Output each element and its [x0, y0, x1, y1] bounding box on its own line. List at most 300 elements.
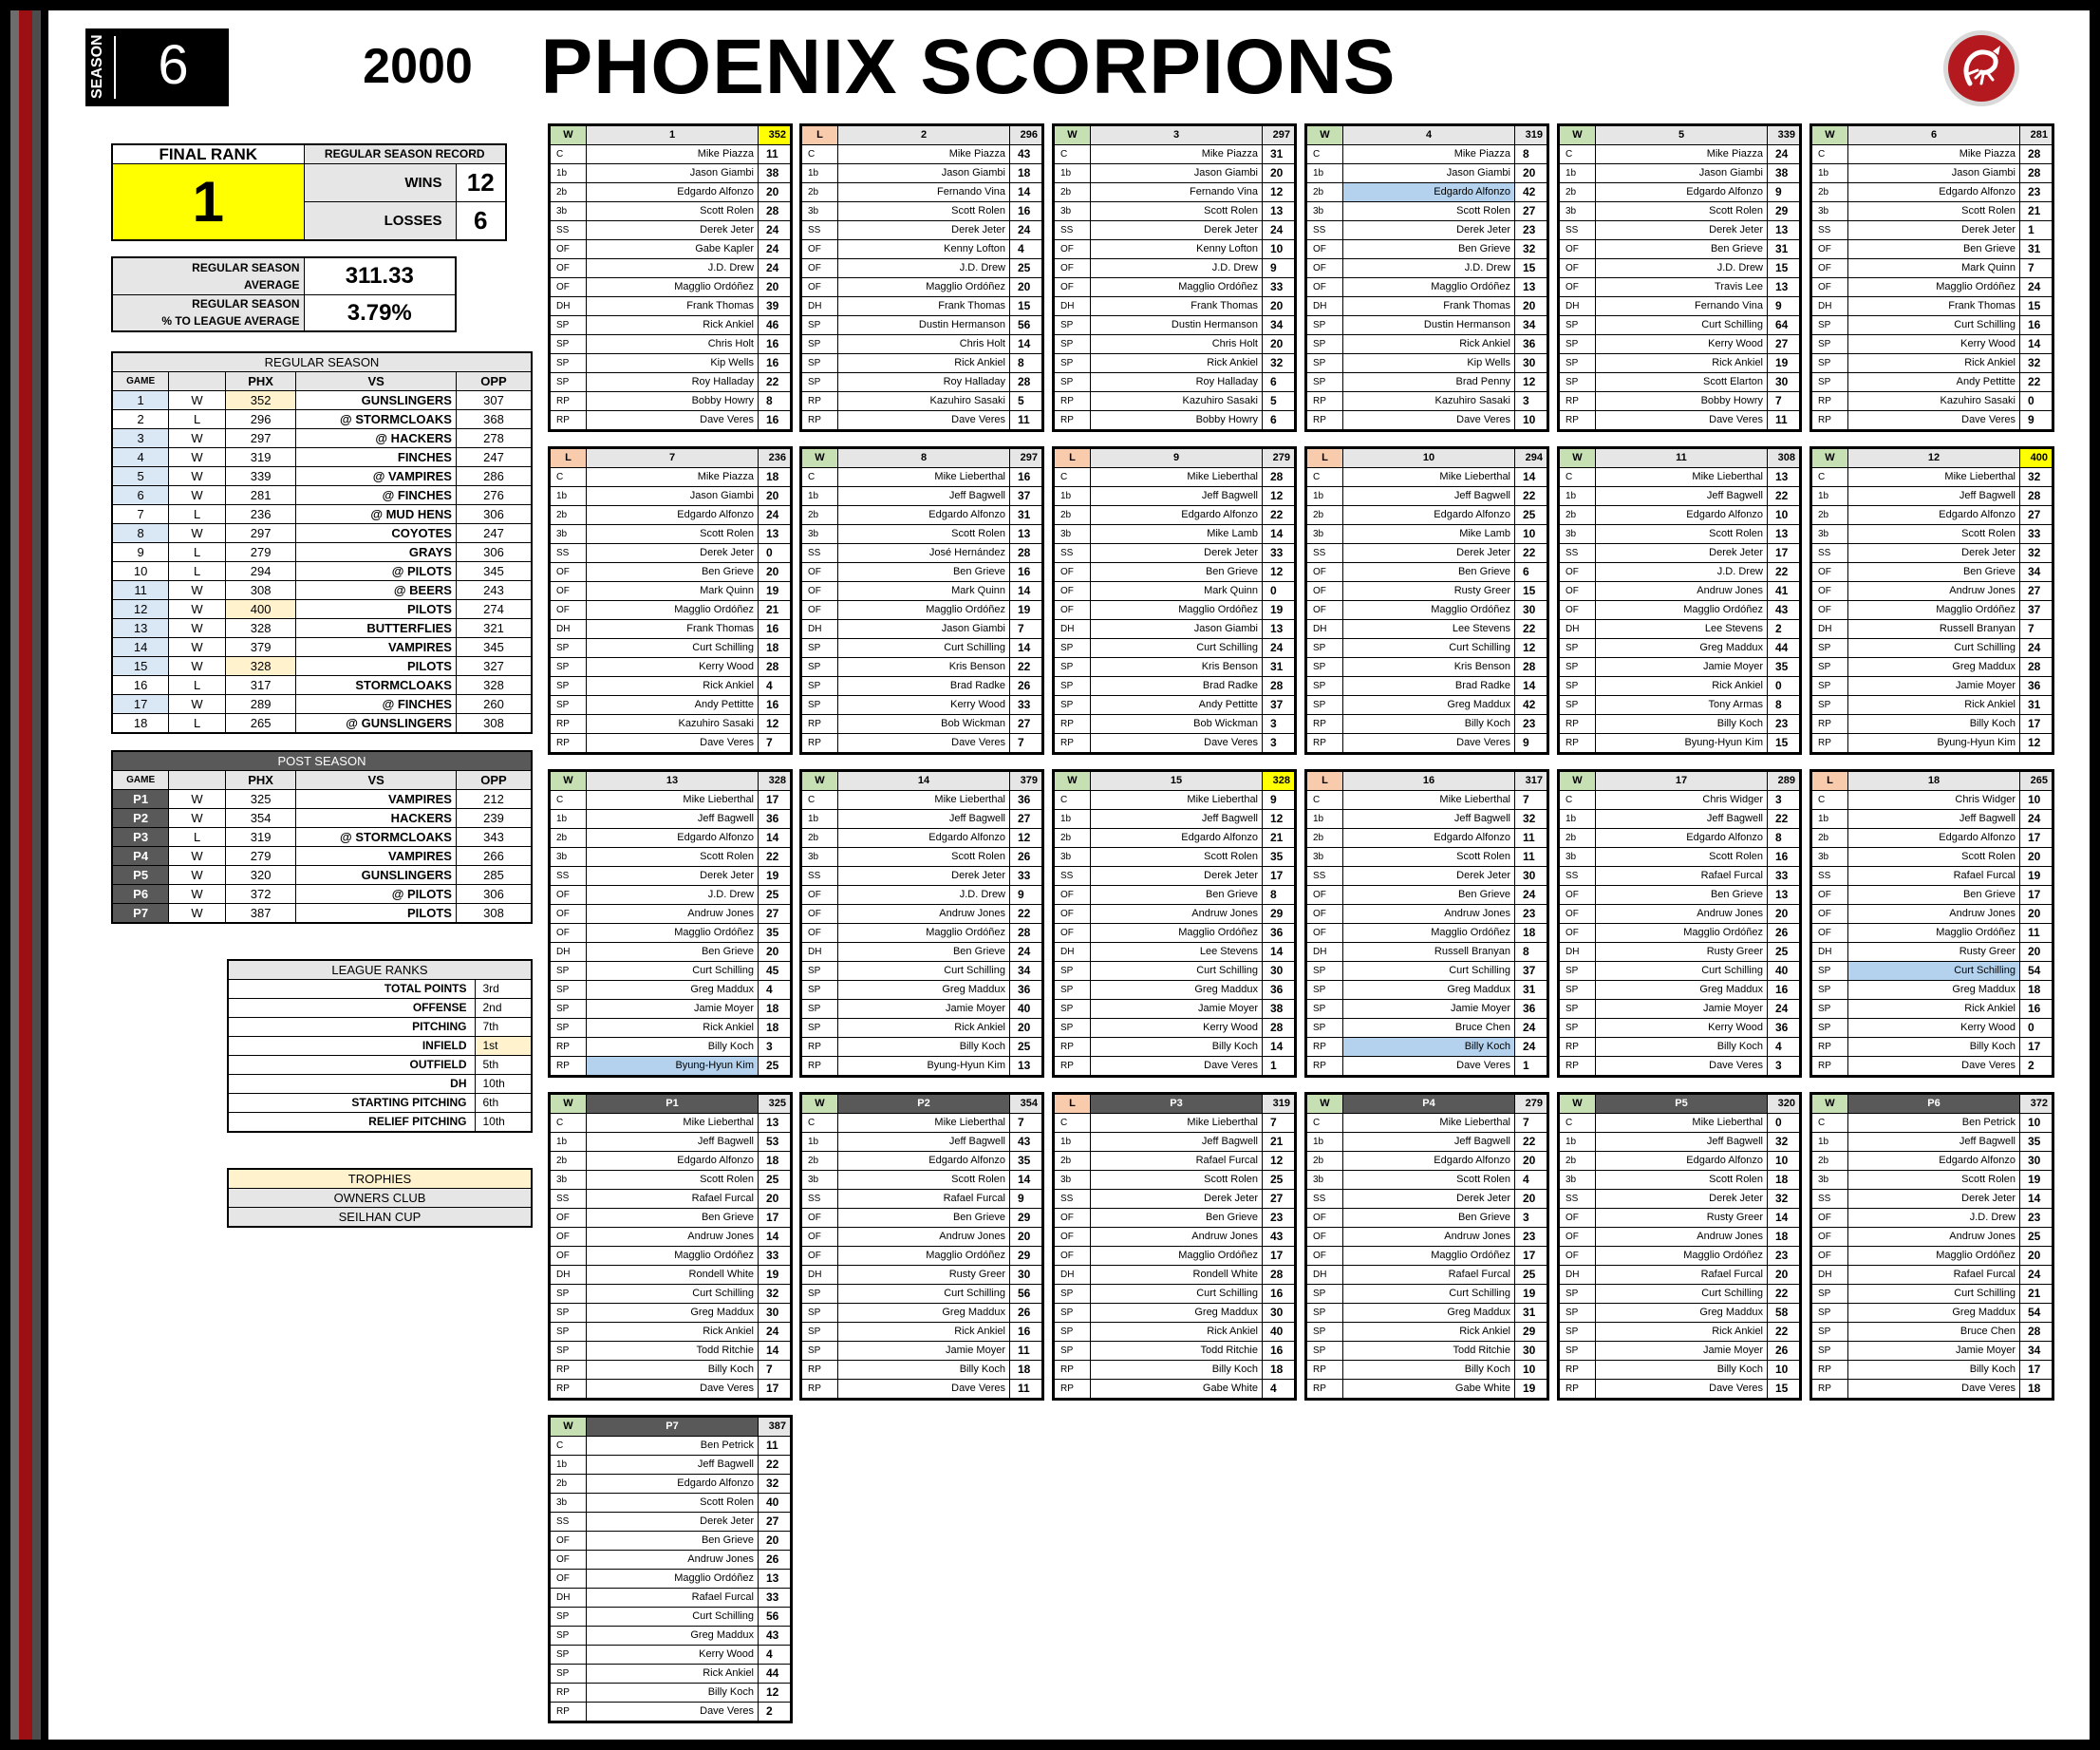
player-name: Rafael Furcal — [1596, 867, 1768, 886]
position: DH — [802, 297, 838, 316]
player-points: 32 — [2020, 354, 2053, 373]
position: SS — [1560, 1190, 1596, 1209]
player-row — [551, 1361, 791, 1380]
player-name: Dave Veres — [1596, 411, 1768, 430]
game-P2-box — [799, 1092, 1044, 1401]
player-points: 36 — [1515, 1000, 1547, 1019]
position: C — [1812, 145, 1848, 164]
player-name: Jeff Bagwell — [838, 487, 1010, 506]
losses-value: 6 — [456, 202, 506, 240]
player-name: Rick Ankiel — [838, 1019, 1010, 1038]
position: OF — [802, 563, 838, 582]
position: C — [802, 468, 838, 487]
position: 3b — [1307, 848, 1343, 867]
player-points: 22 — [1515, 1133, 1547, 1152]
player-row — [1560, 392, 1800, 411]
position: SP — [551, 335, 587, 354]
player-points: 16 — [759, 335, 791, 354]
player-name: Rusty Greer — [1596, 943, 1768, 962]
position: DH — [1307, 297, 1343, 316]
player-points: 17 — [1515, 1247, 1547, 1266]
position: SP — [551, 1627, 587, 1646]
player-row — [1055, 620, 1295, 639]
player-points: 22 — [1768, 810, 1800, 829]
player-name: Magglio Ordóñez — [838, 924, 1010, 943]
game-number: 2 — [112, 410, 169, 429]
player-name: Magglio Ordóñez — [587, 1570, 759, 1589]
player-name: Kip Wells — [587, 354, 759, 373]
position: RP — [802, 1038, 838, 1057]
player-points: 14 — [1768, 1209, 1800, 1228]
player-points: 26 — [759, 1551, 791, 1570]
game-result: W — [169, 600, 226, 619]
player-name: Jamie Moyer — [1596, 1342, 1768, 1361]
player-row — [551, 316, 791, 335]
player-points: 12 — [1263, 183, 1295, 202]
player-row — [802, 867, 1042, 886]
player-name: Andruw Jones — [838, 905, 1010, 924]
position: OF — [1055, 1209, 1091, 1228]
player-points: 32 — [759, 1285, 791, 1304]
player-points: 27 — [1010, 715, 1042, 734]
player-name: Scott Rolen — [1596, 848, 1768, 867]
player-points: 18 — [759, 468, 791, 487]
player-row — [1560, 981, 1800, 1000]
position: SP — [1307, 354, 1343, 373]
pct-label: REGULAR SEASON % TO LEAGUE AVERAGE — [112, 294, 304, 331]
player-row — [1307, 943, 1547, 962]
player-name: Mark Quinn — [587, 582, 759, 601]
player-name: Greg Maddux — [1848, 658, 2020, 677]
player-row — [1055, 259, 1295, 278]
player-name: Rondell White — [587, 1266, 759, 1285]
position: OF — [1812, 582, 1848, 601]
player-row — [1812, 468, 2053, 487]
game-row — [112, 505, 532, 524]
position: SS — [551, 221, 587, 240]
position: 2b — [551, 1475, 587, 1494]
phx-score: 400 — [225, 600, 296, 619]
player-row — [1307, 1323, 1547, 1342]
position: SP — [1560, 1000, 1596, 1019]
game-result: L — [169, 676, 226, 695]
opponent: BUTTERFLIES — [296, 619, 457, 638]
player-name: Andruw Jones — [1848, 1228, 2020, 1247]
player-points: 29 — [1515, 1323, 1547, 1342]
player-name: Russell Branyan — [1848, 620, 2020, 639]
player-row — [1055, 1133, 1295, 1152]
position: C — [1307, 468, 1343, 487]
player-row — [1055, 506, 1295, 525]
game-label: 17 — [1596, 772, 1768, 791]
player-name: Magglio Ordóñez — [838, 278, 1010, 297]
player-row — [551, 221, 791, 240]
player-name: Magglio Ordóñez — [1091, 601, 1263, 620]
position: SP — [1307, 981, 1343, 1000]
player-name: Ben Grieve — [1848, 240, 2020, 259]
player-points: 19 — [1515, 1380, 1547, 1399]
player-name: Rick Ankiel — [587, 677, 759, 696]
player-row — [1812, 1152, 2053, 1171]
position: OF — [1307, 924, 1343, 943]
player-name: Dustin Hermanson — [838, 316, 1010, 335]
position: OF — [1560, 886, 1596, 905]
player-name: Derek Jeter — [587, 1513, 759, 1532]
player-name: Billy Koch — [1596, 715, 1768, 734]
position: SP — [802, 1285, 838, 1304]
game-result: W — [802, 449, 838, 468]
player-row — [1812, 563, 2053, 582]
player-row — [1812, 848, 2053, 867]
position: SP — [1560, 639, 1596, 658]
player-points: 23 — [1515, 1228, 1547, 1247]
position: DH — [1812, 620, 1848, 639]
position: SP — [1307, 335, 1343, 354]
game-result: W — [169, 448, 226, 467]
player-points: 40 — [1768, 962, 1800, 981]
player-row — [802, 335, 1042, 354]
opponent: GUNSLINGERS — [296, 866, 457, 885]
game-result: W — [1560, 772, 1596, 791]
opp-score: 345 — [456, 562, 532, 581]
player-name: Edgardo Alfonzo — [1596, 829, 1768, 848]
player-points: 23 — [1515, 221, 1547, 240]
player-row — [802, 1209, 1042, 1228]
player-points: 20 — [759, 183, 791, 202]
player-name: J.D. Drew — [587, 259, 759, 278]
position: SP — [1812, 1323, 1848, 1342]
player-row — [1560, 810, 1800, 829]
player-row — [1560, 164, 1800, 183]
player-name: Rusty Greer — [1848, 943, 2020, 962]
position: DH — [1055, 1266, 1091, 1285]
position: RP — [1055, 1380, 1091, 1399]
player-name: Edgardo Alfonzo — [587, 829, 759, 848]
rank-value: 2nd — [475, 999, 532, 1018]
player-name: Mike Piazza — [1343, 145, 1515, 164]
player-points: 27 — [759, 905, 791, 924]
player-row — [1560, 715, 1800, 734]
position: RP — [1307, 734, 1343, 753]
player-points: 30 — [1515, 1342, 1547, 1361]
player-points: 10 — [1768, 506, 1800, 525]
player-points: 12 — [759, 1684, 791, 1703]
position: RP — [1812, 1361, 1848, 1380]
game-label: 14 — [838, 772, 1010, 791]
player-name: Andruw Jones — [1343, 905, 1515, 924]
game-result: L — [169, 828, 226, 847]
player-name: Mike Lieberthal — [1596, 1114, 1768, 1133]
player-row — [1055, 1019, 1295, 1038]
position: 1b — [551, 1133, 587, 1152]
player-name: Edgardo Alfonzo — [838, 506, 1010, 525]
player-row — [1560, 1019, 1800, 1038]
game-row — [112, 467, 532, 486]
player-points: 23 — [1768, 1247, 1800, 1266]
player-points: 26 — [1768, 924, 1800, 943]
player-points: 14 — [1010, 639, 1042, 658]
position: SP — [1812, 639, 1848, 658]
player-points: 35 — [1010, 1152, 1042, 1171]
player-points: 30 — [2020, 1152, 2053, 1171]
player-row — [1560, 791, 1800, 810]
player-points: 34 — [1263, 316, 1295, 335]
player-points: 35 — [2020, 1133, 2053, 1152]
player-name: Andy Pettitte — [1091, 696, 1263, 715]
phx-score: 308 — [225, 581, 296, 600]
player-row — [551, 1133, 791, 1152]
player-row — [551, 1703, 791, 1722]
game-result: W — [169, 904, 226, 924]
losses-label: LOSSES — [304, 202, 456, 240]
player-row — [802, 1380, 1042, 1399]
position: SP — [1055, 658, 1091, 677]
player-points: 22 — [1263, 506, 1295, 525]
player-row — [802, 848, 1042, 867]
player-row — [551, 696, 791, 715]
player-name: Dave Veres — [1848, 411, 2020, 430]
game-1-box — [548, 123, 793, 432]
position: 1b — [1055, 810, 1091, 829]
game-row — [112, 695, 532, 714]
player-points: 24 — [1768, 145, 1800, 164]
player-name: Rafael Furcal — [1848, 1266, 2020, 1285]
player-row — [802, 297, 1042, 316]
player-name: Mike Lieberthal — [838, 1114, 1010, 1133]
player-points: 14 — [1010, 183, 1042, 202]
player-row — [1307, 677, 1547, 696]
player-row — [551, 278, 791, 297]
player-row — [1812, 1000, 2053, 1019]
game-number: 15 — [112, 657, 169, 676]
position: OF — [1055, 905, 1091, 924]
opponent: FINCHES — [296, 448, 457, 467]
player-row — [1560, 259, 1800, 278]
player-row — [802, 487, 1042, 506]
player-name: Kazuhiro Sasaki — [1091, 392, 1263, 411]
player-row — [551, 1019, 791, 1038]
position: OF — [1560, 1209, 1596, 1228]
player-points: 0 — [1263, 582, 1295, 601]
player-name: Billy Koch — [587, 1038, 759, 1057]
player-row — [802, 1247, 1042, 1266]
position: 3b — [1055, 202, 1091, 221]
player-points: 17 — [2020, 1038, 2053, 1057]
player-name: Kerry Wood — [1091, 1019, 1263, 1038]
player-points: 10 — [1515, 411, 1547, 430]
opponent: PILOTS — [296, 657, 457, 676]
player-name: Jamie Moyer — [838, 1342, 1010, 1361]
player-points: 0 — [1768, 1114, 1800, 1133]
player-row — [802, 468, 1042, 487]
player-points: 20 — [759, 943, 791, 962]
player-name: Brad Radke — [838, 677, 1010, 696]
player-row — [1307, 164, 1547, 183]
player-name: Scott Rolen — [587, 1494, 759, 1513]
player-name: Magglio Ordóñez — [1848, 1247, 2020, 1266]
position: SP — [1307, 1285, 1343, 1304]
position: SP — [1812, 1000, 1848, 1019]
player-row — [551, 734, 791, 753]
player-name: Todd Ritchie — [1343, 1342, 1515, 1361]
player-points: 36 — [1263, 981, 1295, 1000]
player-row — [551, 506, 791, 525]
player-points: 34 — [2020, 1342, 2053, 1361]
player-name: Jamie Moyer — [1848, 677, 2020, 696]
position: C — [551, 468, 587, 487]
player-row — [551, 392, 791, 411]
player-row — [1812, 1038, 2053, 1057]
player-name: Jason Giambi — [1848, 164, 2020, 183]
position: C — [551, 791, 587, 810]
phx-score: 379 — [225, 638, 296, 657]
position: 3b — [802, 525, 838, 544]
player-name: Mike Lieberthal — [1091, 791, 1263, 810]
player-points: 15 — [1515, 582, 1547, 601]
position: RP — [802, 734, 838, 753]
phx-score: 297 — [225, 429, 296, 448]
player-name: Dave Veres — [1343, 1057, 1515, 1076]
rank-category: RELIEF PITCHING — [228, 1113, 475, 1133]
player-name: Bob Wickman — [1091, 715, 1263, 734]
player-points: 18 — [759, 1019, 791, 1038]
game-row — [112, 714, 532, 734]
game-row — [112, 391, 532, 410]
position: OF — [1307, 601, 1343, 620]
player-points: 16 — [759, 696, 791, 715]
phx-score: 319 — [225, 448, 296, 467]
player-row — [1055, 601, 1295, 620]
game-result: W — [169, 581, 226, 600]
player-row — [1307, 145, 1547, 164]
player-points: 31 — [2020, 696, 2053, 715]
player-row — [551, 1304, 791, 1323]
game-P6-box — [1809, 1092, 2054, 1401]
player-points: 21 — [2020, 1285, 2053, 1304]
game-row — [112, 543, 532, 562]
player-name: Curt Schilling — [587, 1285, 759, 1304]
player-points: 17 — [759, 791, 791, 810]
player-row — [1055, 696, 1295, 715]
final-rank-label: FINAL RANK — [112, 144, 304, 164]
player-row — [1560, 886, 1800, 905]
player-points: 27 — [1263, 1190, 1295, 1209]
position: SP — [802, 1019, 838, 1038]
player-row — [1055, 202, 1295, 221]
player-row — [551, 1646, 791, 1665]
player-points: 31 — [1263, 658, 1295, 677]
position: OF — [551, 278, 587, 297]
player-name: Mark Quinn — [1091, 582, 1263, 601]
position: RP — [1560, 1361, 1596, 1380]
position: RP — [1812, 734, 1848, 753]
player-row — [1055, 183, 1295, 202]
game-row — [112, 828, 532, 847]
position: OF — [551, 1570, 587, 1589]
player-row — [1055, 335, 1295, 354]
player-name: Derek Jeter — [1596, 1190, 1768, 1209]
player-points: 25 — [1263, 1171, 1295, 1190]
player-name: Scott Rolen — [1848, 525, 2020, 544]
player-points: 32 — [1515, 810, 1547, 829]
position: OF — [551, 582, 587, 601]
player-name: Curt Schilling — [1596, 1285, 1768, 1304]
position: OF — [1307, 905, 1343, 924]
player-row — [802, 278, 1042, 297]
player-points: 54 — [2020, 962, 2053, 981]
position: RP — [551, 1038, 587, 1057]
position: OF — [1055, 601, 1091, 620]
position: OF — [1307, 278, 1343, 297]
game-row — [112, 638, 532, 657]
player-name: Edgardo Alfonzo — [1091, 829, 1263, 848]
opp-score: 328 — [456, 676, 532, 695]
side-stripe-red — [19, 10, 32, 1740]
player-points: 54 — [2020, 1304, 2053, 1323]
player-row — [802, 316, 1042, 335]
position: RP — [1812, 715, 1848, 734]
player-row — [1560, 867, 1800, 886]
player-row — [1560, 1247, 1800, 1266]
player-name: Scott Rolen — [1596, 525, 1768, 544]
position: RP — [1560, 1038, 1596, 1057]
player-name: Ben Grieve — [838, 563, 1010, 582]
player-row — [1055, 164, 1295, 183]
position: OF — [551, 240, 587, 259]
player-points: 13 — [1263, 620, 1295, 639]
player-row — [802, 544, 1042, 563]
player-points: 22 — [1768, 1323, 1800, 1342]
player-row — [1307, 354, 1547, 373]
player-points: 24 — [759, 1323, 791, 1342]
player-points: 4 — [1768, 1038, 1800, 1057]
player-name: Rick Ankiel — [838, 354, 1010, 373]
player-name: Mike Lieberthal — [1596, 468, 1768, 487]
position: OF — [551, 1532, 587, 1551]
player-name: Magglio Ordóñez — [587, 924, 759, 943]
position: OF — [1560, 601, 1596, 620]
position: DH — [802, 620, 838, 639]
player-points: 23 — [1263, 1209, 1295, 1228]
position: SP — [1812, 335, 1848, 354]
player-name: Rick Ankiel — [1343, 335, 1515, 354]
player-points: 6 — [1263, 373, 1295, 392]
player-points: 17 — [2020, 829, 2053, 848]
position: 3b — [802, 1171, 838, 1190]
player-points: 37 — [1010, 487, 1042, 506]
player-name: Scott Rolen — [1091, 848, 1263, 867]
season-label: SEASON — [89, 34, 105, 99]
player-row — [1560, 620, 1800, 639]
player-row — [802, 582, 1042, 601]
opp-score: 308 — [456, 904, 532, 924]
position: RP — [1560, 715, 1596, 734]
player-row — [1812, 905, 2053, 924]
position: SP — [1560, 373, 1596, 392]
opponent: STORMCLOAKS — [296, 676, 457, 695]
player-points: 22 — [1515, 487, 1547, 506]
player-name: Ben Grieve — [1091, 1209, 1263, 1228]
player-row — [802, 658, 1042, 677]
phx-score: 281 — [225, 486, 296, 505]
player-points: 36 — [759, 810, 791, 829]
game-result: L — [1055, 1095, 1091, 1114]
player-points: 14 — [2020, 1190, 2053, 1209]
player-row — [1307, 1190, 1547, 1209]
player-name: Fernando Vina — [1596, 297, 1768, 316]
game-row — [112, 619, 532, 638]
player-points: 31 — [1515, 981, 1547, 1000]
